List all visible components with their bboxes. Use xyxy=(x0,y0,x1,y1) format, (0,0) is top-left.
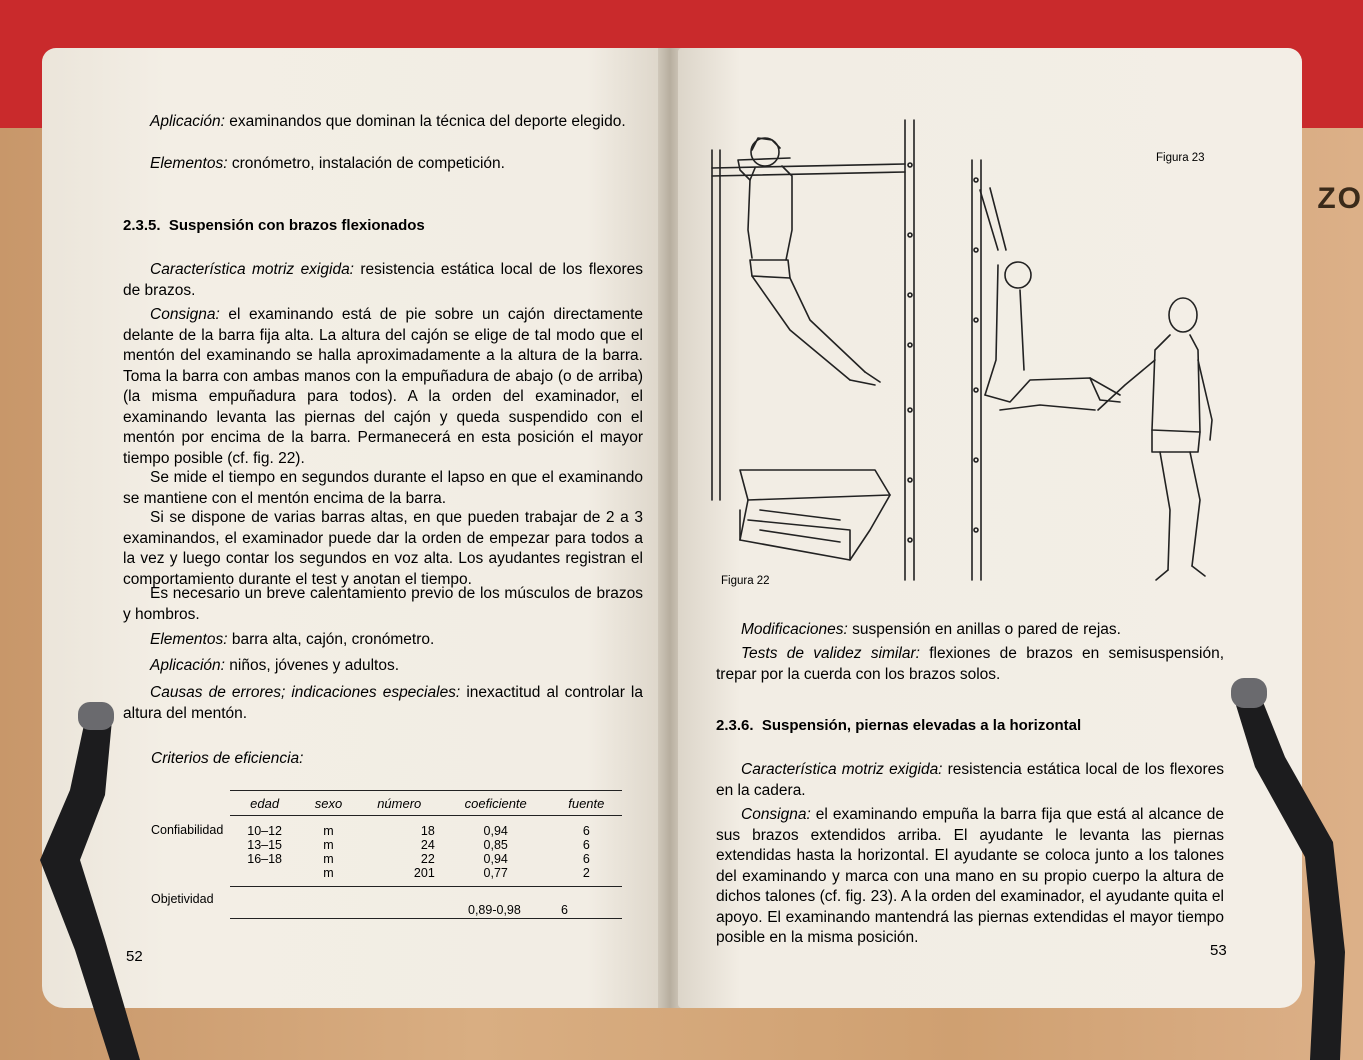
figure-23-caption: Figura 23 xyxy=(1156,152,1205,164)
paragraph-elementos: Elementos: cronómetro, instalación de competición. xyxy=(150,155,505,172)
paragraph-caracteristica-right: Característica motriz exigida: resistencia estática local de los flexores en la cadera. xyxy=(716,761,1225,799)
table-mid-rule xyxy=(230,886,622,887)
background-sign-text: ZO xyxy=(1317,182,1363,215)
page-number-left: 52 xyxy=(126,948,143,965)
left-page-holder xyxy=(30,700,150,1060)
table-row: 16–18 m 22 0,94 6 xyxy=(247,852,590,866)
row-label-confiabilidad: Confiabilidad xyxy=(151,823,224,837)
figure-22-caption: Figura 22 xyxy=(721,575,770,587)
criterios-label: Criterios de eficiencia: xyxy=(151,750,304,767)
table-bottom-rule xyxy=(230,918,622,919)
paragraph-caracteristica: Característica motriz exigida: resistencia estática local de los flexores de brazos. xyxy=(123,261,644,299)
paragraph-es-necesario: Es necesario un breve calentamiento previo de los músculos de brazos y hombros. xyxy=(123,585,643,623)
wall-bars-drawing xyxy=(908,160,1120,580)
paragraph-tests-validez: Tests de validez similar: flexiones de brazos en semisuspensión, trepar por la cuerda con los brazos solos. xyxy=(716,645,1225,683)
right-page-holder xyxy=(1215,672,1363,1060)
paragraph-elementos-2: Elementos: barra alta, cajón, cronómetro. xyxy=(150,631,435,648)
table-header-row xyxy=(230,796,622,816)
row-label-objetividad: Objetividad xyxy=(151,892,214,906)
table-header: sexo xyxy=(299,796,357,816)
table-header: fuente xyxy=(551,796,622,816)
table-header: edad xyxy=(230,796,299,816)
paragraph-modificaciones: Modificaciones: suspensión en anillas o pared de rejas. xyxy=(741,621,1121,638)
pullup-bar-drawing xyxy=(712,120,914,580)
table-row: 13–15 m 24 0,85 6 xyxy=(247,838,590,852)
assistant-drawing xyxy=(1098,298,1212,580)
table-header: número xyxy=(358,796,441,816)
paragraph-aplicacion: Aplicación: examinandos que dominan la técnica del deporte elegido. xyxy=(150,113,626,130)
section-heading-236: 2.3.6. Suspensión, piernas elevadas a la horizontal xyxy=(716,717,1082,734)
paragraph-si-se-dispone: Si se dispone de varias barras altas, en que pueden trabajar de 2 a 3 examinandos, el examinador puede dar la orden de empezar para todos a la vez y luego contar los segundos en voz alta. Los ayudantes registran el comportamiento durante el test y anotan el tiempo. xyxy=(123,509,643,588)
table-row: m 201 0,77 2 xyxy=(323,866,590,880)
objetividad-coeficiente: 0,89-0,98 xyxy=(468,903,521,917)
table-row: 10–12 m 18 0,94 6 xyxy=(247,824,590,838)
table-header: coeficiente xyxy=(441,796,551,816)
paragraph-aplicacion-2: Aplicación: niños, jóvenes y adultos. xyxy=(150,657,400,674)
paragraph-causas: Causas de errores; indicaciones especiales: inexactitud al controlar la altura del mentón. xyxy=(123,684,643,722)
paragraph-consigna: Consigna: el examinando está de pie sobre un cajón directamente delante de la barra fija alta. La altura del cajón se elige de tal modo que el mentón del examinando se halla aproximadamente a la altura de la barra. Toma la barra con ambas manos con la empuñadura de abajo (o de arriba) (la misma empuñadura para todos). A la orden del examinador, el examinando levanta las piernas del cajón y queda suspendido con el mentón por encima de la barra. Permanecerá en esta posición el mayor tiempo posible (cf. fig. 22). xyxy=(123,306,644,467)
paragraph-se-mide: Se mide el tiempo en segundos durante el lapso en que el examinando se mantiene con el mentón encima de la barra. xyxy=(123,469,643,507)
table-top-rule xyxy=(230,790,622,791)
section-heading-235: 2.3.5. Suspensión con brazos flexionados xyxy=(123,217,425,234)
efficiency-table xyxy=(230,796,622,880)
paragraph-consigna-right: Consigna: el examinando empuña la barra fija que está al alcance de sus brazos extendidos arriba. El ayudante le levanta las piernas extendidas hasta la horizontal. El ayudante se coloca junto a los talones del examinando y marca con una mano en su propio cuerpo la altura de dichos talones (cf. fig. 23). A la orden del examinador, el ayudante quita el apoyo. El examinando mantendrá las piernas extendidas el mayor tiempo posible en la misma posición. xyxy=(716,806,1224,946)
page-number-right: 53 xyxy=(1210,942,1227,959)
objetividad-fuente: 6 xyxy=(561,903,568,917)
figure-illustration xyxy=(700,110,1240,590)
